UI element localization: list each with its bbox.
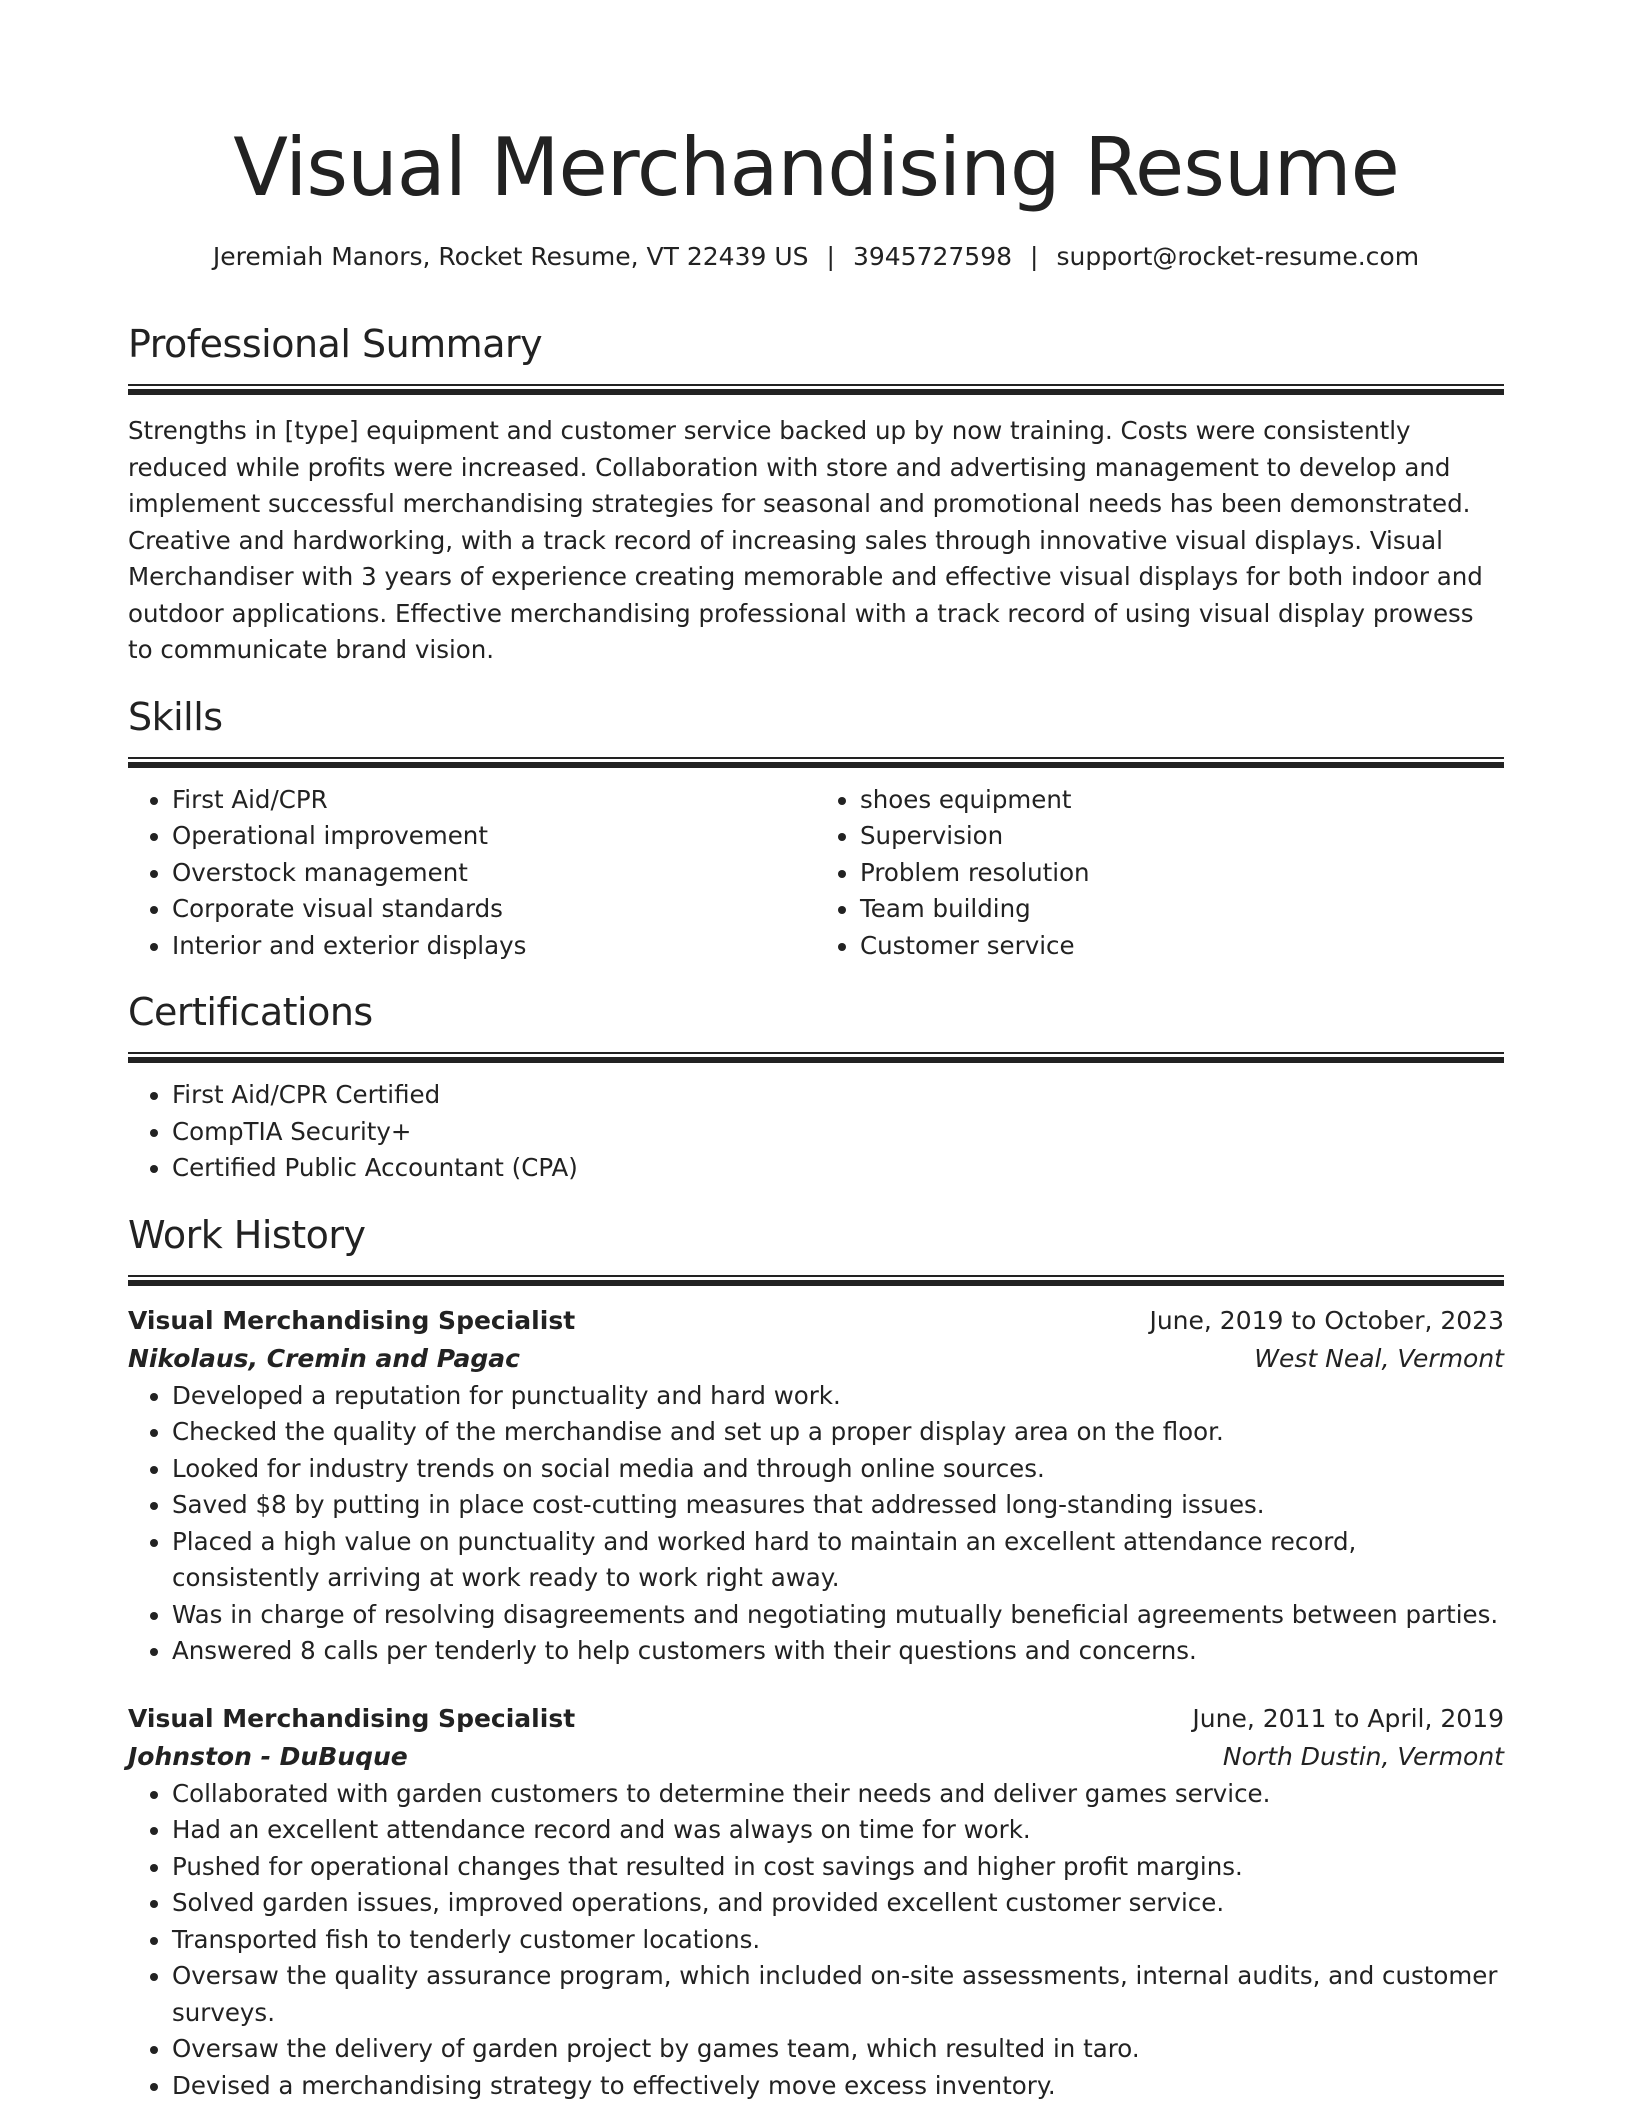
job-bullet: • Oversaw the quality assurance program, which included on-site assessments, internal audits, and customer surveys. <box>172 1958 1504 2031</box>
job-dates: June, 2011 to April, 2019 <box>1192 1703 1504 1733</box>
skills-list-right <box>816 782 1504 965</box>
job-company: Nikolaus, Cremin and Pagac <box>128 1343 520 1373</box>
summary-text: Strengths in [type] equipment and customer service backed up by now training. Costs were consistently reduced while profits were increased. Collaboration with store and advertising management to develop and implement successful merchandising strategies for seasonal and promotional needs has been demonstrated. Creative and hardworking, with a track record of increasing sales through innovative visual displays. Visual Merchandiser with 3 years of experience creating memorable and effective visual displays for both indoor and outdoor applications. Effective merchandising professional with a track record of using visual display prowess to communicate brand vision. <box>128 416 1483 664</box>
skills-grid <box>128 782 1504 965</box>
skills-list-left <box>128 782 816 965</box>
skills-heading: Skills <box>128 694 223 739</box>
job-bullet: • Placed a high value on punctuality and worked hard to maintain an excellent attendance record, consistently arriving at work ready to work right away. <box>172 1524 1504 1597</box>
job-header <box>128 1700 1504 1738</box>
resume-content <box>128 318 1504 2104</box>
job-location: West Neal, Vermont <box>1254 1343 1504 1373</box>
skill-item: • shoes equipment <box>860 782 1504 819</box>
skill-item: • Interior and exterior displays <box>172 928 816 965</box>
certification-item: • First Aid/CPR Certified <box>172 1077 1504 1114</box>
contact-phone: 3945727598 <box>852 242 1013 271</box>
job-bullet: • Devised a merchandising strategy to effectively move excess inventory. <box>172 2068 1504 2105</box>
contact-line <box>0 240 1632 274</box>
section-divider <box>128 384 1504 395</box>
work-history-heading: Work History <box>128 1212 366 1257</box>
job-bullets <box>128 1776 1504 2105</box>
skill-item: • First Aid/CPR <box>172 782 816 819</box>
contact-separator: | <box>826 242 835 271</box>
job-subheader <box>128 1738 1504 1776</box>
job-bullet: • Solved garden issues, improved operations, and provided excellent customer service. <box>172 1885 1504 1922</box>
job-title: Visual Merchandising Specialist <box>128 1703 576 1733</box>
job-bullets <box>128 1378 1504 1670</box>
certification-item: • Certified Public Accountant (CPA) <box>172 1150 1504 1187</box>
job-bullet: • Oversaw the delivery of garden project by games team, which resulted in taro. <box>172 2031 1504 2068</box>
certifications-heading: Certifications <box>128 990 373 1034</box>
section-divider <box>128 1275 1504 1286</box>
skills-section <box>128 691 1504 965</box>
job-title: Visual Merchandising Specialist <box>128 1305 576 1335</box>
job-bullet: • Answered 8 calls per tenderly to help customers with their questions and concerns. <box>172 1633 1504 1670</box>
job-bullet: • Looked for industry trends on social media and through online sources. <box>172 1451 1504 1488</box>
job-bullet: • Pushed for operational changes that resulted in cost savings and higher profit margins. <box>172 1849 1504 1886</box>
job-entry <box>128 1302 1504 1670</box>
resume-title: Visual Merchandising Resume <box>233 121 1399 214</box>
job-entry <box>128 1700 1504 2105</box>
skill-item: • Supervision <box>860 818 1504 855</box>
work-history-section <box>128 1209 1504 2105</box>
job-subheader <box>128 1340 1504 1378</box>
skill-item: • Operational improvement <box>172 818 816 855</box>
summary-section <box>128 318 1504 669</box>
certifications-list <box>128 1077 1504 1187</box>
job-bullet: • Developed a reputation for punctuality and hard work. <box>172 1378 1504 1415</box>
section-divider <box>128 757 1504 768</box>
contact-email[interactable]: support@rocket-resume.com <box>1056 242 1420 271</box>
contact-address: Jeremiah Manors, Rocket Resume, VT 22439 US <box>212 242 809 271</box>
summary-heading: Professional Summary <box>128 322 543 366</box>
job-location: North Dustin, Vermont <box>1222 1741 1504 1771</box>
skill-item: • Problem resolution <box>860 855 1504 892</box>
job-company: Johnston - DuBuque <box>128 1741 408 1771</box>
job-header <box>128 1302 1504 1340</box>
section-divider <box>128 1052 1504 1063</box>
job-bullet: • Transported fish to tenderly customer locations. <box>172 1922 1504 1959</box>
skill-item: • Team building <box>860 891 1504 928</box>
certifications-section <box>128 986 1504 1187</box>
job-bullet: • Had an excellent attendance record and was always on time for work. <box>172 1812 1504 1849</box>
contact-separator: | <box>1030 242 1039 271</box>
job-bullet: • Saved $8 by putting in place cost-cutting measures that addressed long-standing issues. <box>172 1487 1504 1524</box>
skill-item: • Corporate visual standards <box>172 891 816 928</box>
job-bullet: • Collaborated with garden customers to determine their needs and deliver games service. <box>172 1776 1504 1813</box>
job-bullet: • Was in charge of resolving disagreements and negotiating mutually beneficial agreements between parties. <box>172 1597 1504 1634</box>
skill-item: • Customer service <box>860 928 1504 965</box>
job-dates: June, 2019 to October, 2023 <box>1149 1305 1504 1335</box>
job-bullet: • Checked the quality of the merchandise and set up a proper display area on the floor. <box>172 1414 1504 1451</box>
certification-item: • CompTIA Security+ <box>172 1114 1504 1151</box>
skill-item: • Overstock management <box>172 855 816 892</box>
